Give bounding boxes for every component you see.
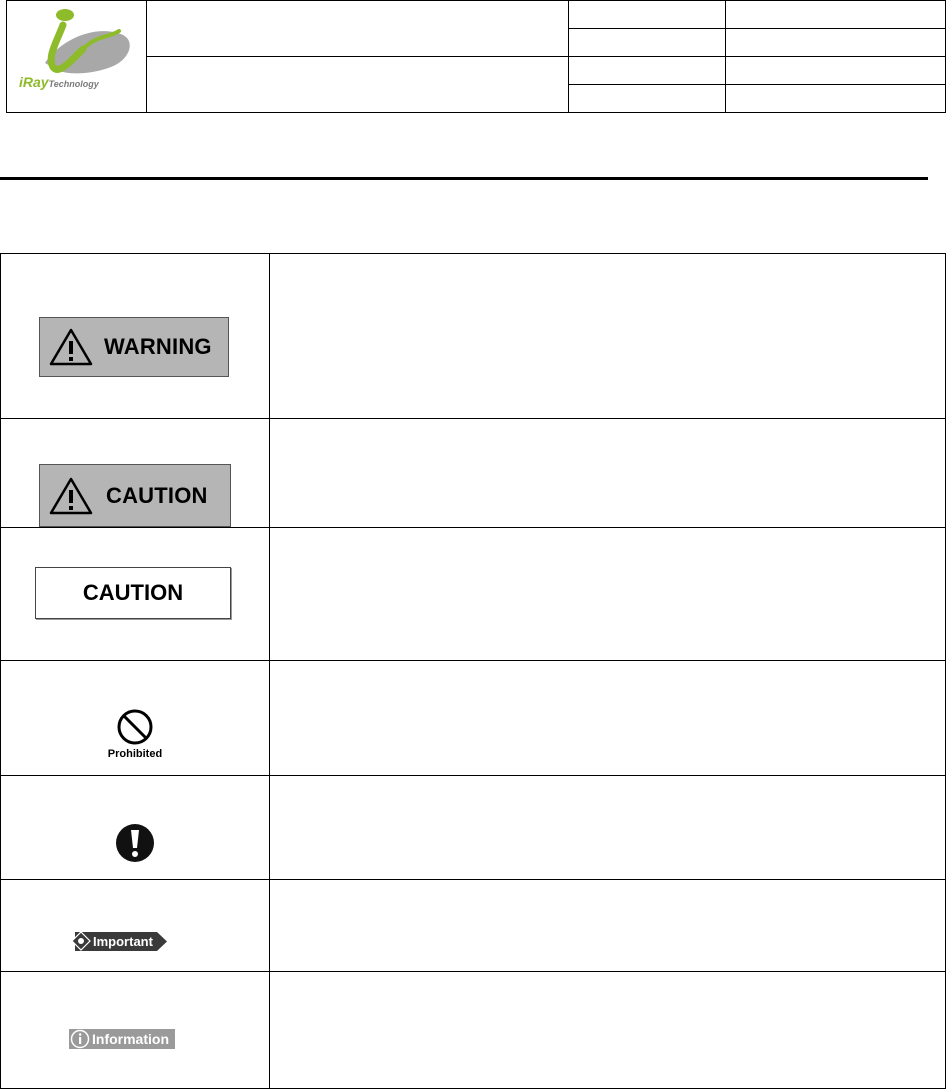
table-row [0, 527, 946, 660]
important-tag [71, 931, 167, 951]
symbol-cell [0, 527, 270, 660]
table-row [0, 660, 946, 775]
symbol-cell [0, 253, 270, 418]
meta-label-cell [568, 0, 726, 29]
warning-triangle-icon [48, 476, 94, 516]
caution-plain-badge [35, 567, 231, 619]
meta-label-cell [568, 28, 726, 57]
table-row [0, 418, 946, 527]
logo-wordmark-small: Technology [48, 79, 99, 89]
logo-wordmark [19, 74, 99, 92]
info-circle-icon [70, 1029, 90, 1049]
description-cell [269, 879, 946, 971]
prohibited-icon [116, 708, 154, 746]
meta-label-cell [568, 56, 726, 85]
warning-badge-label: WARNING [104, 334, 212, 359]
symbol-cell [0, 418, 270, 527]
symbol-cell [0, 971, 270, 1089]
caution-plain-badge-label: CAUTION [82, 580, 184, 605]
header-title-cell-bottom [146, 56, 569, 113]
meta-value-cell [725, 28, 946, 57]
document-header [6, 0, 946, 112]
caution-badge-label: CAUTION [106, 482, 208, 508]
warning-triangle-icon [48, 327, 94, 367]
description-cell [269, 971, 946, 1089]
meta-value-cell [725, 0, 946, 29]
description-cell [269, 775, 946, 879]
caution-triangle-badge [39, 464, 231, 527]
exclamation-circle-icon [115, 823, 155, 863]
table-row [0, 253, 946, 418]
warning-badge [39, 317, 229, 377]
meta-label-cell [568, 84, 726, 113]
header-title-cell-top [146, 0, 569, 57]
prohibited-label: Prohibited [107, 748, 163, 760]
description-cell [269, 527, 946, 660]
symbol-cell [0, 775, 270, 879]
important-tag-label: Important [75, 932, 157, 951]
important-tag-arrow [157, 932, 167, 951]
description-cell [269, 418, 946, 527]
table-row [0, 775, 946, 879]
meta-value-cell [725, 84, 946, 113]
safety-symbols-table [0, 253, 946, 1089]
table-row [0, 879, 946, 971]
logo-cell [6, 0, 147, 113]
important-diamond-icon [71, 931, 91, 951]
description-cell [269, 660, 946, 775]
company-logo-icon [7, 1, 148, 114]
symbol-cell [0, 660, 270, 775]
table-row [0, 971, 946, 1089]
information-tag [69, 1029, 175, 1049]
description-cell [269, 253, 946, 418]
header-divider [0, 177, 928, 180]
information-tag-label: Information [92, 1031, 169, 1047]
meta-value-cell [725, 56, 946, 85]
logo-wordmark-big: iRay [19, 74, 49, 90]
symbol-cell [0, 879, 270, 971]
